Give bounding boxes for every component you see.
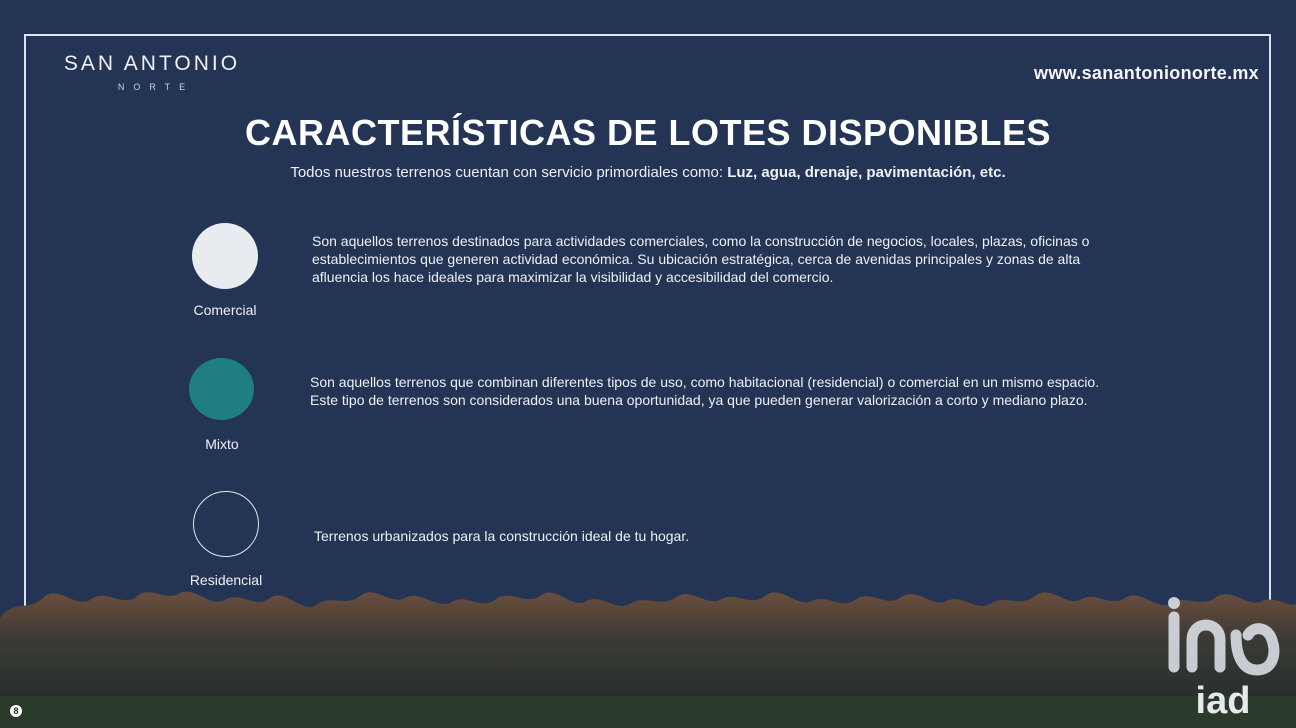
website-url[interactable]: www.sanantonionorte.mx <box>1034 63 1259 83</box>
subtitle-text: Todos nuestros terrenos cuentan con servicio primordiales como: <box>290 164 728 181</box>
page-number: 8 <box>10 705 22 717</box>
mixto-label: Mixto <box>205 436 239 452</box>
comercial-description: Son aquellos terrenos destinados para actividades comerciales, como la construcción de negocios, locales, plazas, oficinas o establecimientos que generen actividad económica. Su ubicación estratégica, cerca de avenidas principales y zonas de alta afluencia los hace ideales para maximizar la visibilidad y accesibilidad del comercio. <box>312 233 1090 285</box>
page-title: CARACTERÍSTICAS DE LOTES DISPONIBLES <box>244 112 1052 153</box>
comercial-label: Comercial <box>193 302 257 318</box>
comercial-circle-icon <box>192 223 258 289</box>
residencial-label: Residencial <box>189 572 263 588</box>
page-subtitle <box>0 164 1296 181</box>
treeline-decoration <box>0 578 1296 728</box>
san-antonio-norte-logo <box>36 52 268 92</box>
iad-logo <box>1162 595 1284 720</box>
logo-main-text: SAN ANTONIO <box>63 52 241 75</box>
iad-logo-text: iad <box>1195 680 1251 720</box>
mixto-description: Son aquellos terrenos que combinan diferentes tipos de uso, como habitacional (residencial) o comercial en un mismo espacio. Este tipo de terrenos son considerados una buena oportunidad, ya que pueden generar valorización a corto y mediano plazo. <box>310 374 1100 408</box>
mixto-circle-icon <box>189 358 254 420</box>
residencial-circle-icon <box>193 491 259 557</box>
subtitle-emphasis: Luz, agua, drenaje, pavimentación, etc. <box>727 164 1006 181</box>
residencial-description: Terrenos urbanizados para la construcción ideal de tu hogar. <box>314 528 690 544</box>
logo-sub-text: NORTE <box>117 82 195 92</box>
